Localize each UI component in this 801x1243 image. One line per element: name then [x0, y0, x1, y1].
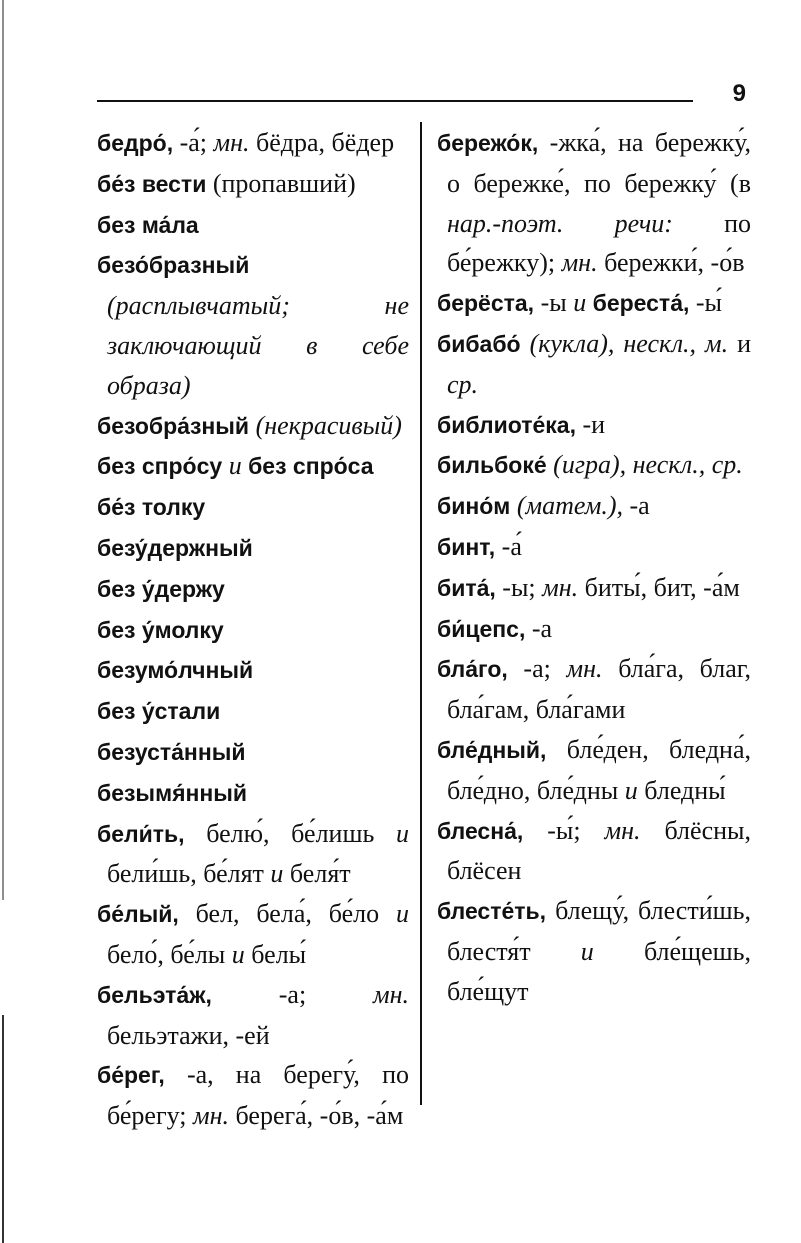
- dictionary-entry: [97, 569, 409, 610]
- headword: безымя́нный: [97, 779, 248, 806]
- entry-text: -и: [575, 409, 606, 439]
- left-column: [97, 123, 409, 1136]
- headword: бле́дный,: [437, 736, 547, 763]
- entry-text: бле́щешь, бле́щут: [447, 936, 751, 1006]
- dictionary-entry: [437, 486, 751, 527]
- grammar-note: и: [396, 818, 409, 848]
- headword: без ма́ла: [97, 211, 199, 238]
- grammar-note: и: [270, 859, 284, 889]
- headword: безу́держный: [97, 534, 253, 561]
- headword: бедро́,: [97, 130, 174, 156]
- entry-text: белю́, бе́лишь: [184, 818, 396, 848]
- headword: бе́з толку: [97, 494, 206, 521]
- dictionary-entry: [97, 773, 409, 814]
- dictionary-entry: [97, 814, 409, 895]
- entry-text: -а́;: [173, 128, 214, 157]
- headword: бельэта́ж,: [97, 981, 212, 1008]
- entry-text: бели́шь, бе́лят: [107, 859, 271, 889]
- entry-text: и: [728, 328, 751, 358]
- entry-text: -а: [622, 491, 650, 521]
- entry-text: бле́ден, бледна́, бле́дно, бле́дны: [447, 734, 751, 805]
- entry-text: -а;: [507, 654, 567, 684]
- headword: безобра́зный: [97, 412, 250, 439]
- entry-text: бережки́, -о́в: [597, 248, 745, 278]
- grammar-note: и: [573, 288, 587, 318]
- usage-note: нар.-поэт. речи:: [447, 208, 673, 238]
- dictionary-entry: [97, 975, 409, 1056]
- right-column: [437, 123, 751, 1012]
- headword: би́цепс,: [437, 615, 526, 642]
- entry-text: -а: [525, 613, 553, 643]
- headword: бино́м: [437, 493, 511, 520]
- headword: блесна́,: [437, 817, 524, 844]
- headword: бита́,: [437, 574, 496, 601]
- grammar-note: и: [231, 939, 245, 969]
- usage-note: (игра), нескл., ср.: [546, 450, 743, 480]
- entry-text: бельэтажи, -ей: [107, 1020, 270, 1050]
- entry-text: -ы;: [495, 572, 543, 602]
- entry-text: берега́, -о́в, -а́м: [229, 1101, 404, 1131]
- entry-text: биты́, бит, -а́м: [578, 572, 740, 602]
- usage-note: (некрасивый): [249, 410, 402, 440]
- headword: бинт,: [437, 533, 496, 560]
- page-number: 9: [732, 80, 746, 107]
- headword: бели́ть,: [97, 820, 185, 847]
- headword: бибабо́: [437, 330, 521, 357]
- headword: берёста,: [437, 290, 535, 317]
- entry-text: бёдра, бёдер: [249, 128, 395, 157]
- entry-text: -жка́, на бережку́, о бережке́, по бережку́ (в: [447, 128, 751, 198]
- grammar-note: мн.: [604, 815, 641, 845]
- dictionary-entry: [437, 324, 751, 405]
- entry-text: -а;: [211, 979, 373, 1009]
- headword: блесте́ть,: [437, 898, 547, 925]
- grammar-note: и: [222, 451, 242, 481]
- headword: бильбоке́: [437, 452, 547, 479]
- grammar-note: и: [396, 899, 409, 929]
- dictionary-entry: [437, 811, 751, 892]
- entry-text: белы́: [244, 939, 307, 969]
- grammar-note: мн.: [373, 979, 409, 1009]
- entry-text: по бе́режку);: [447, 208, 751, 278]
- dictionary-entry: [437, 609, 751, 650]
- dictionary-entry: [97, 528, 409, 569]
- grammar-note: мн.: [542, 572, 579, 602]
- headword: без у́стали: [97, 698, 221, 725]
- dictionary-entry: [437, 405, 751, 446]
- entry-text: блёсны, блёсен: [447, 815, 751, 886]
- dictionary-entry: [97, 894, 409, 975]
- dictionary-entry: [97, 205, 409, 246]
- grammar-note: мн.: [566, 654, 603, 684]
- headword: библиоте́ка,: [437, 411, 576, 438]
- entry-text: бел, бела́, бе́ло: [178, 899, 396, 929]
- entry-text: -ы: [534, 288, 574, 318]
- dictionary-entry: [97, 1055, 409, 1136]
- headword: безо́бразный: [97, 252, 250, 279]
- entry-text: -ы́;: [523, 815, 605, 845]
- headword: бе́рег,: [97, 1062, 165, 1089]
- entry-text: -а́: [495, 531, 522, 561]
- grammar-note: мн.: [193, 1101, 230, 1131]
- entry-text: (пропавший): [206, 168, 356, 198]
- grammar-note: и: [624, 775, 638, 805]
- usage-note: (кукла), нескл., м.: [520, 328, 729, 358]
- dictionary-entry: [97, 610, 409, 651]
- dictionary-entry: [97, 691, 409, 732]
- entry-text: -а, на берегу́, по бе́регу;: [107, 1060, 409, 1131]
- usage-note: (расплывчатый; не заключающий в себе образа): [107, 291, 409, 400]
- dictionary-entry: [437, 123, 751, 283]
- entry-text: беля́т: [283, 859, 351, 889]
- entry-text: бело́, бе́лы: [107, 939, 232, 969]
- entry-text: блещу́, блести́шь, блестя́т: [447, 896, 751, 966]
- headword: без у́держу: [97, 575, 225, 602]
- grammar-note: и: [580, 936, 594, 966]
- headword: безуста́нный: [97, 738, 246, 765]
- dictionary-entry: [437, 891, 751, 1011]
- dictionary-entry: [97, 123, 409, 164]
- headword: без спро́су: [97, 453, 223, 480]
- dictionary-entry: [437, 445, 751, 486]
- headword: бережо́к,: [437, 130, 539, 156]
- dictionary-entry: [437, 649, 751, 730]
- grammar-note: ср.: [447, 369, 479, 399]
- header-rule: [97, 100, 693, 102]
- page-edge-line: [2, 1015, 4, 1243]
- grammar-note: мн.: [561, 248, 598, 278]
- dictionary-entry: [97, 732, 409, 773]
- dictionary-entry: [97, 245, 409, 405]
- grammar-note: мн.: [213, 128, 250, 157]
- entry-text: -ы́: [689, 288, 723, 318]
- headword: бла́го,: [437, 656, 508, 683]
- headword: безумо́лчный: [97, 657, 254, 684]
- dictionary-entry: [437, 527, 751, 568]
- column-divider: [420, 122, 422, 1105]
- headword: бе́лый,: [97, 901, 179, 928]
- dictionary-entry: [437, 730, 751, 811]
- entry-text: бледны́: [637, 775, 726, 805]
- headword-variant: без спро́са: [241, 453, 374, 480]
- dictionary-entry: [97, 406, 409, 447]
- headword-variant: береста́,: [586, 290, 690, 317]
- page-edge-line: [2, 0, 4, 900]
- dictionary-entry: [97, 446, 409, 487]
- dictionary-entry: [437, 283, 751, 324]
- headword: бе́з вести: [97, 170, 207, 197]
- dictionary-entry: [437, 568, 751, 609]
- entry-text: бла́га, благ, бла́гам, бла́гами: [447, 654, 751, 725]
- headword: без у́молку: [97, 616, 224, 643]
- dictionary-entry: [97, 650, 409, 691]
- dictionary-entry: [97, 164, 409, 205]
- dictionary-entry: [97, 487, 409, 528]
- usage-note: (матем.),: [510, 491, 623, 521]
